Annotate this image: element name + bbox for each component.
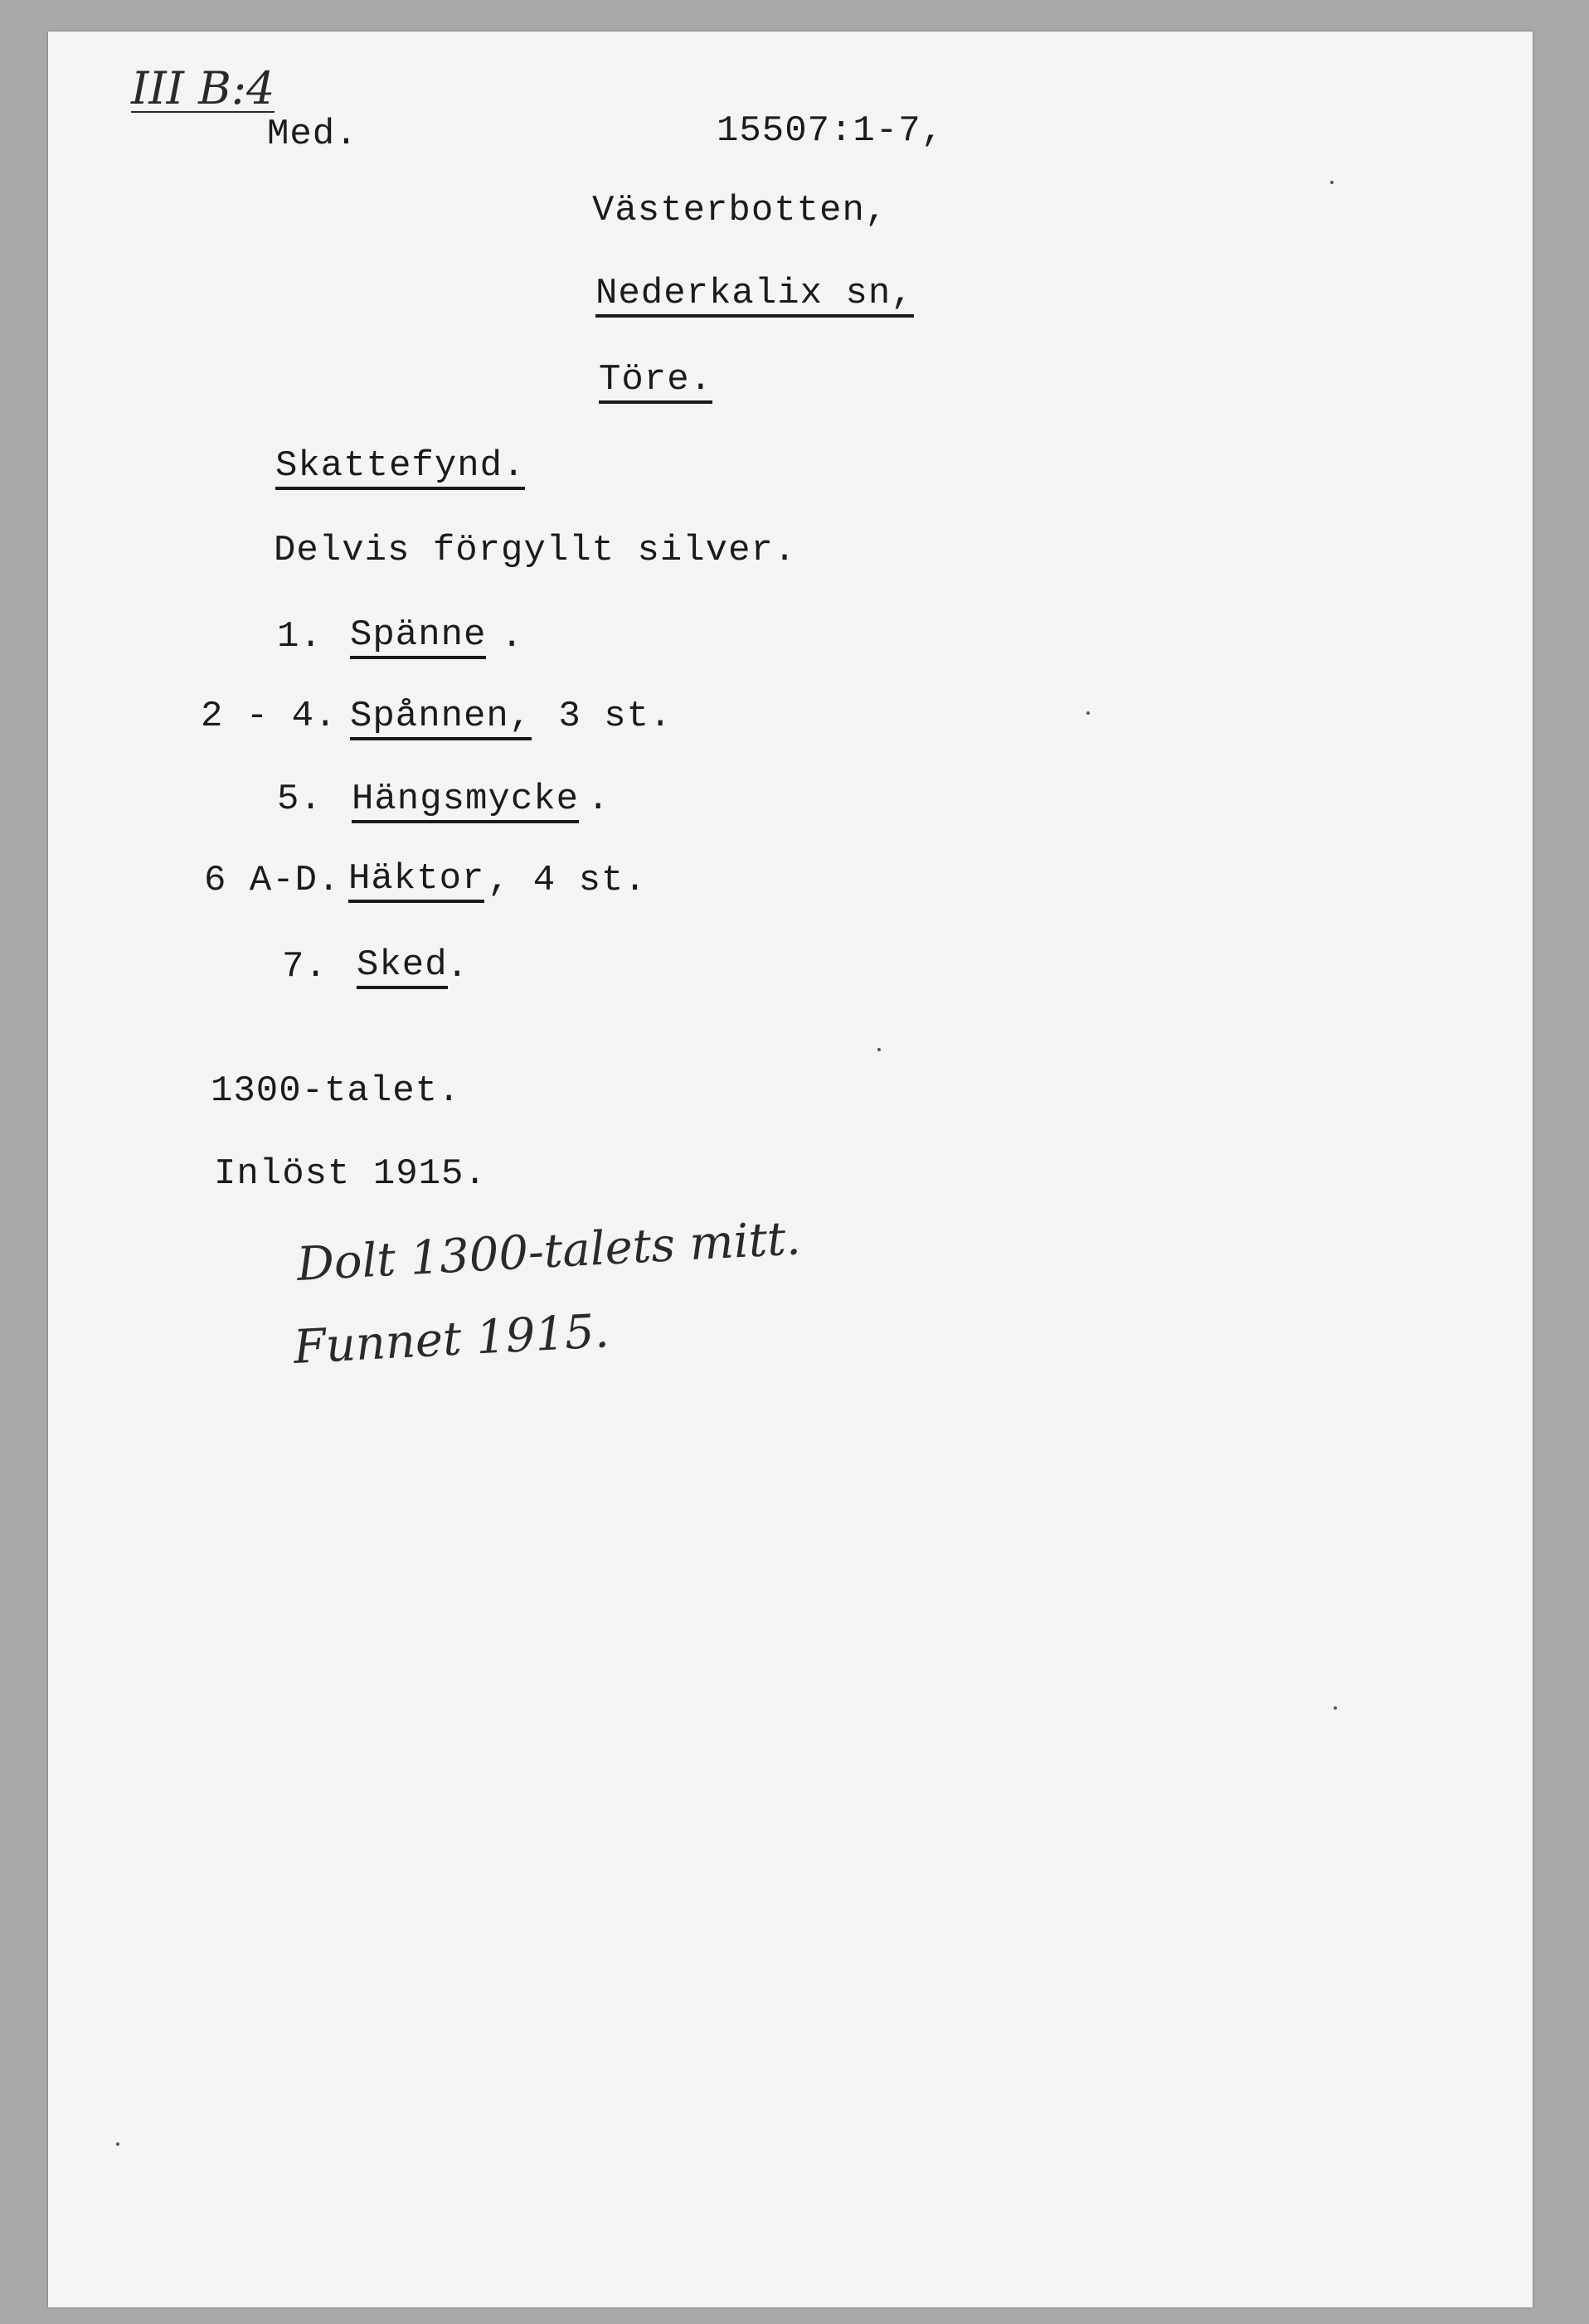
material: Delvis förgyllt silver. — [274, 530, 797, 571]
item-name: Spänne — [350, 617, 486, 659]
item-name: Hängsmycke — [352, 781, 579, 823]
shelf-mark: III B:4 — [131, 62, 275, 114]
paper-speck — [116, 2142, 119, 2146]
item-number: 2 - 4. — [201, 696, 338, 737]
item-suffix: . — [587, 779, 610, 820]
item-suffix: , 4 st. — [488, 860, 647, 901]
item-suffix: . — [501, 616, 524, 657]
item-suffix: 3 st. — [536, 696, 673, 737]
item-number: 1. — [277, 616, 323, 657]
province: Västerbotten, — [592, 190, 888, 231]
paper-speck — [1330, 181, 1334, 184]
parish: Nederkalix sn, — [595, 275, 914, 318]
item-number: 6 A-D. — [204, 860, 341, 901]
handwritten-note-found: Funnet 1915. — [292, 1304, 610, 1375]
item-suffix: . — [446, 946, 469, 987]
place: Töre. — [599, 361, 712, 404]
archive-card — [48, 32, 1533, 2307]
catalogue-number: 15507:1-7, — [717, 110, 945, 152]
item-name: Spånnen, — [350, 698, 532, 740]
paper-speck — [877, 1048, 881, 1051]
item-number: 5. — [277, 779, 323, 820]
item-number: 7. — [282, 946, 328, 987]
find-type: Skattefynd. — [275, 448, 525, 490]
item-name: Sked — [357, 947, 448, 989]
acquired: Inlöst 1915. — [214, 1153, 487, 1195]
dating: 1300-talet. — [211, 1070, 461, 1112]
paper-speck — [1334, 1706, 1337, 1710]
med-label: Med. — [267, 114, 358, 155]
item-name: Häktor — [348, 861, 484, 903]
paper-speck — [1086, 711, 1090, 715]
handwritten-note-dating: Dolt 1300-talets mitt. — [295, 1211, 802, 1292]
